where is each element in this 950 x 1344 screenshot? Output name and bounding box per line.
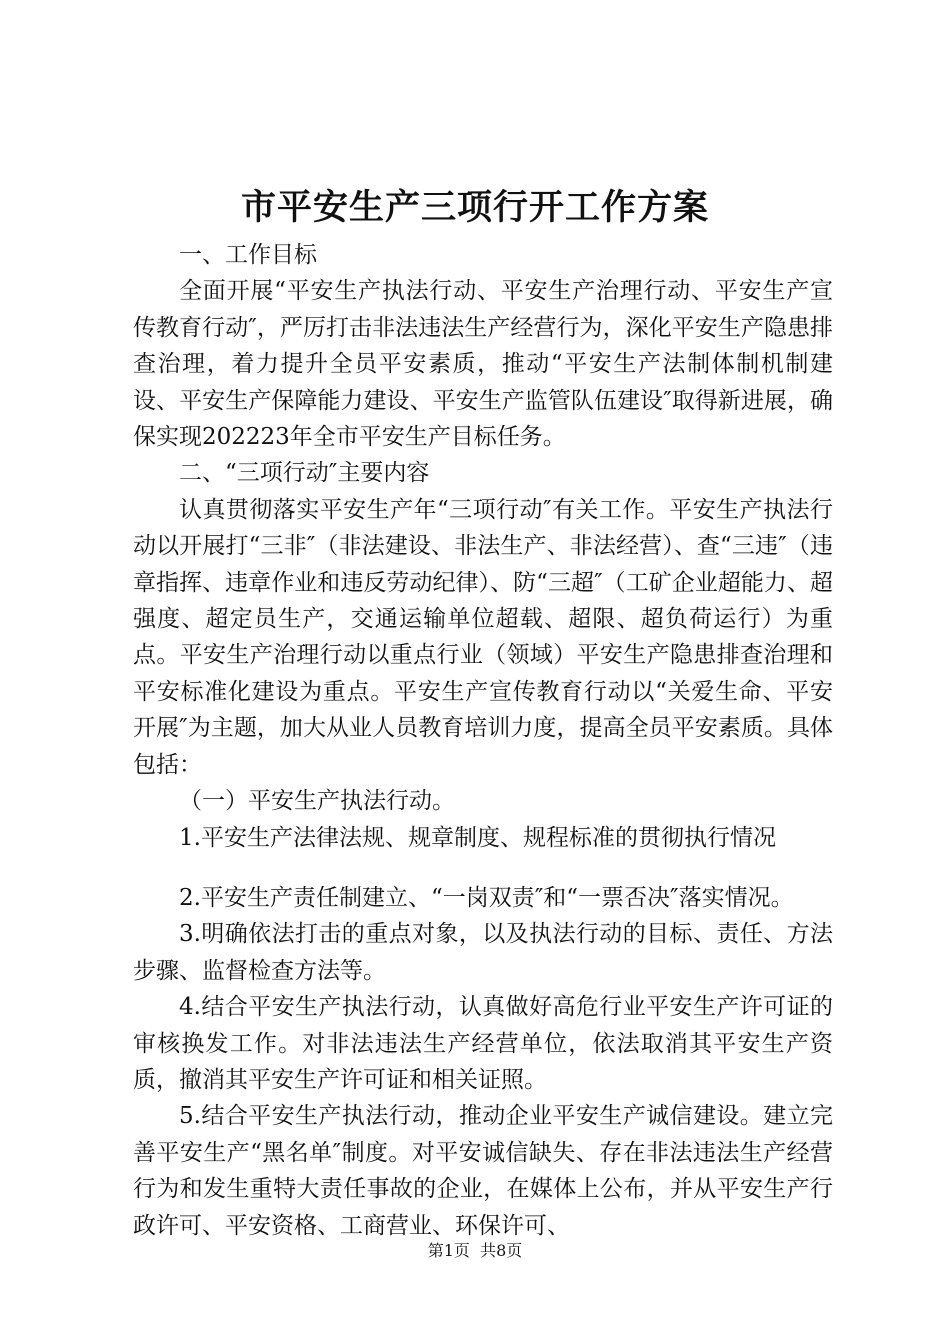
document-title: 市平安生产三项行开工作方案	[240, 187, 709, 228]
list-item: 2.平安生产责任制建立、“一岗双责″和“一票否决″落实情况。	[179, 884, 794, 911]
section-heading: 一、工作目标	[179, 242, 317, 268]
subsection-heading: （一）平安生产执法行动。	[179, 788, 455, 815]
list-item: 5.结合平安生产执法行动，推动企业平安生产诚信建设。建立完善平安生产“黑名单″制度。对平安诚信缺失、存在非法违法生产经营行为和发生重特大责任事故的企业，在媒体上公布，并从平安生产行政许可、平安资格、工商营业、环保许可、	[133, 1103, 833, 1239]
page-number: 第1页	[427, 1241, 470, 1260]
list-item: 4.结合平安生产执法行动，认真做好高危行业平安生产许可证的审核换发工作。对非法违法生产经营单位，依法取消其平安生产资质，撤消其平安生产许可证和相关证照。	[133, 994, 833, 1093]
page-total: 共8页	[480, 1241, 523, 1260]
list-item: 3.明确依法打击的重点对象，以及执法行动的目标、责任、方法步骤、监督检查方法等。	[133, 921, 833, 984]
section-heading: 二、“三项行动″主要内容	[179, 460, 430, 487]
document-body	[133, 237, 833, 1244]
page-footer	[0, 1239, 950, 1263]
paragraph: 全面开展“平安生产执法行动、平安生产治理行动、平安生产宣传教育行动″，严厉打击非法违法生产经营行为，深化平安生产隐患排查治理，着力提升全员平安素质，推动“平安生产法制体制机制建设、平安生产保障能力建设、平安生产监管队伍建设″取得新进展，确保实现202223年全市平安生产目标任务。	[133, 278, 833, 451]
paragraph: 认真贯彻落实平安生产年“三项行动″有关工作。平安生产执法行动以开展打“三非″（非法建设、非法生产、非法经营）、查“三违″（违章指挥、违章作业和违反劳动纪律）、防“三超″（工矿企业超能力、超强度、超定员生产，交通运输单位超载、超限、超负荷运行）为重点。平安生产治理行动以重点行业（领域）平安生产隐患排查治理和平安标准化建设为重点。平安生产宣传教育行动以“关爱生命、平安开展″为主题，加大从业人员教育培训力度，提高全员平安素质。具体包括：	[133, 496, 833, 778]
list-item: 1.平安生产法律法规、规章制度、规程标准的贯彻执行情况	[179, 824, 776, 851]
